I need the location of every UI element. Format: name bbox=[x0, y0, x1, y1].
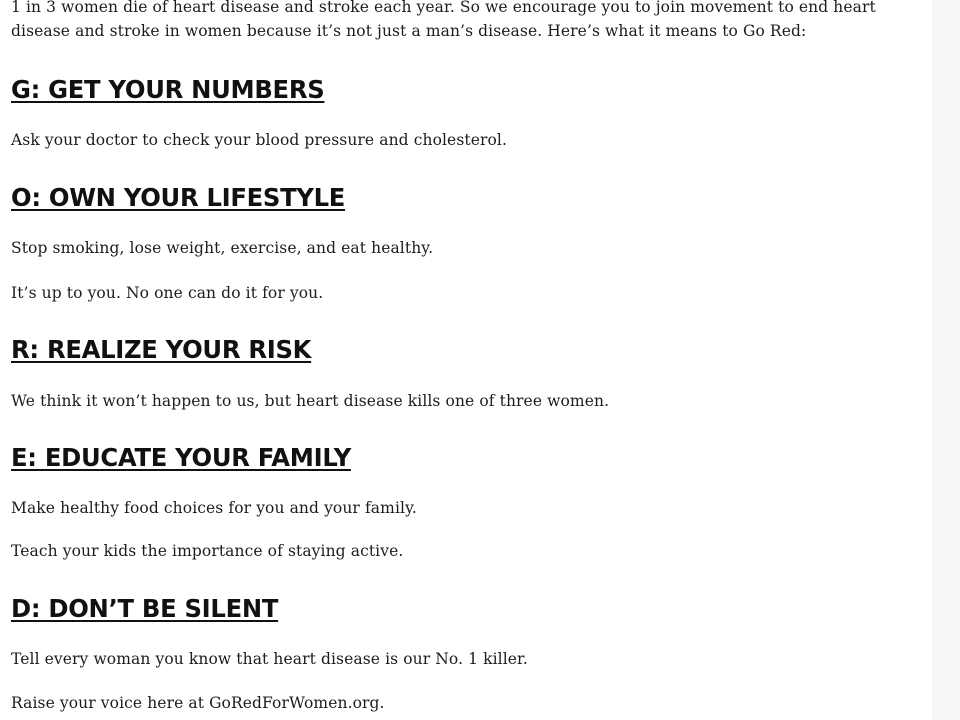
section-d-paragraph-2: Raise your voice here at GoRedForWomen.org. bbox=[11, 694, 385, 712]
section-heading-o: O: OWN YOUR LIFESTYLE bbox=[11, 183, 346, 212]
section-heading-d: D: DON’T BE SILENT bbox=[11, 594, 279, 623]
intro-line-1: 1 in 3 women die of heart disease and stroke each year. So we encourage you to join movement to end heart bbox=[11, 0, 876, 16]
section-heading-e: E: EDUCATE YOUR FAMILY bbox=[11, 443, 351, 472]
section-heading-g: G: GET YOUR NUMBERS bbox=[11, 75, 325, 104]
page-edge-strip bbox=[932, 0, 960, 720]
intro-line-2: disease and stroke in women because it’s not just a man’s disease. Here’s what it means to Go Red: bbox=[11, 22, 807, 40]
section-r-paragraph-1: We think it won’t happen to us, but heart disease kills one of three women. bbox=[11, 392, 610, 410]
section-o-paragraph-2: It’s up to you. No one can do it for you. bbox=[11, 284, 324, 302]
intro-paragraph bbox=[11, 0, 936, 43]
section-heading-r: R: REALIZE YOUR RISK bbox=[11, 335, 312, 364]
section-e-paragraph-2: Teach your kids the importance of staying active. bbox=[11, 542, 404, 560]
article-content bbox=[11, 0, 936, 712]
section-g-paragraph-1: Ask your doctor to check your blood pressure and cholesterol. bbox=[11, 131, 508, 149]
section-o-paragraph-1: Stop smoking, lose weight, exercise, and eat healthy. bbox=[11, 239, 434, 257]
section-e-paragraph-1: Make healthy food choices for you and your family. bbox=[11, 499, 417, 517]
section-d-paragraph-1: Tell every woman you know that heart disease is our No. 1 killer. bbox=[11, 650, 528, 668]
